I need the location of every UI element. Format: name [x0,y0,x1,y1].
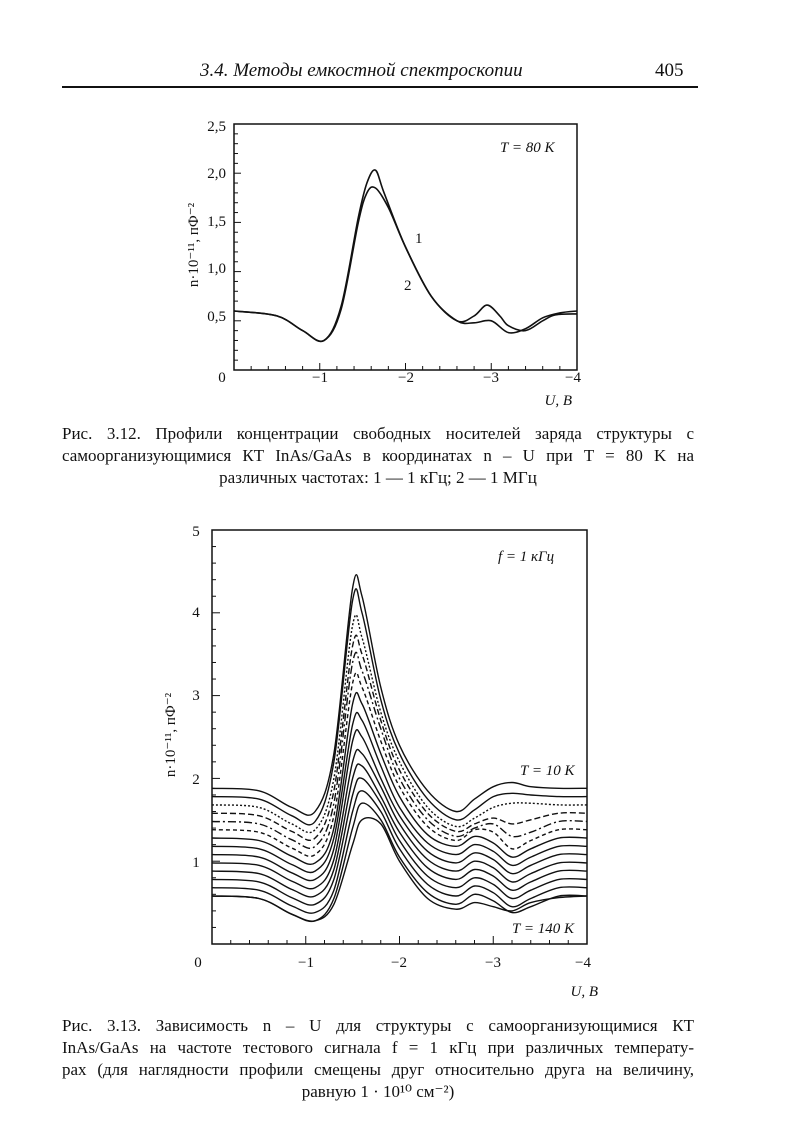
fig1-ytick-0_5: 0,5 [207,309,226,325]
figure-3-12-caption [62,423,694,489]
caption2-line3: рах (для наглядности профили смещены друг относительно друга на величину, [62,1060,694,1079]
fig2-ytick-5: 5 [192,524,200,540]
fig2-ytick-3: 3 [192,688,200,704]
caption1-line2: самоорганизующимися КТ InAs/GaAs в координатах n – U при T = 80 K на [62,446,694,465]
fig1-ytick-0: 0 [218,370,226,386]
fig1-xtick-1: −1 [312,370,328,386]
fig2-xtick-3: −3 [485,955,501,971]
fig2-xtick-1: −1 [298,955,314,971]
caption2-line2: InAs/GaAs на частоте тестового сигнала f = 1 кГц при различных температу- [62,1038,694,1057]
fig1-annotation: T = 80 K [500,140,555,156]
page-number: 405 [655,60,684,81]
fig2-xtick-4: −4 [575,955,591,971]
running-header-title: 3.4. Методы емкостной спектроскопии [200,60,523,81]
fig1-series-2 [234,187,577,341]
fig1-ytick-2_5: 2,5 [207,119,226,135]
fig1-ylabel: n·10⁻¹¹, пФ⁻² [186,202,202,288]
caption2-line4: равную 1 · 10¹⁰ см⁻²) [301,1082,455,1101]
fig1-lines [234,170,577,342]
fig1-xtick-3: −3 [483,370,499,386]
fig1-curve-label-2: 2 [404,278,412,294]
fig2-ylabel: n·10⁻¹¹, пФ⁻² [163,692,179,778]
figure-3-13-caption [62,1015,694,1103]
fig1-series-1 [234,170,577,342]
fig2-lines [212,575,587,922]
fig2-series-10 [212,764,587,897]
fig2-ytick-0: 0 [194,955,202,971]
fig1-curve-label-1: 1 [415,231,423,247]
fig2-annotation: f = 1 кГц [498,549,555,565]
fig2-ytick-2: 2 [192,772,200,788]
fig1-ytick-2_0: 2,0 [207,166,226,182]
fig1-xtick-2: −2 [398,370,414,386]
fig2-series-3 [212,635,587,840]
fig2-series-1 [212,589,587,825]
caption2-line1: Рис. 3.13. Зависимость n – U для структуры с самоорганизующимися КТ [62,1016,694,1035]
fig2-xlabel: U, B [570,984,598,1000]
fig1-xlabel: U, B [544,393,572,409]
caption1-line3: различных частотах: 1 — 1 кГц; 2 — 1 МГц [219,468,537,487]
fig1-xtick-4: −4 [565,370,581,386]
figure-3-12 [186,119,581,409]
fig1-ytick-1_0: 1,0 [207,261,226,277]
fig2-series-2 [212,615,587,833]
fig2-ytick-1: 1 [192,855,200,871]
caption1-line1: Рис. 3.12. Профили концентрации свободных носителей заряда структуры с [62,424,694,443]
figure-3-13 [163,524,598,1000]
fig2-top-curve-label: T = 10 K [520,763,575,779]
fig1-ytick-1_5: 1,5 [207,214,226,230]
fig2-bottom-curve-label: T = 140 K [512,921,574,937]
fig2-xtick-2: −2 [391,955,407,971]
fig2-ytick-4: 4 [192,605,200,621]
